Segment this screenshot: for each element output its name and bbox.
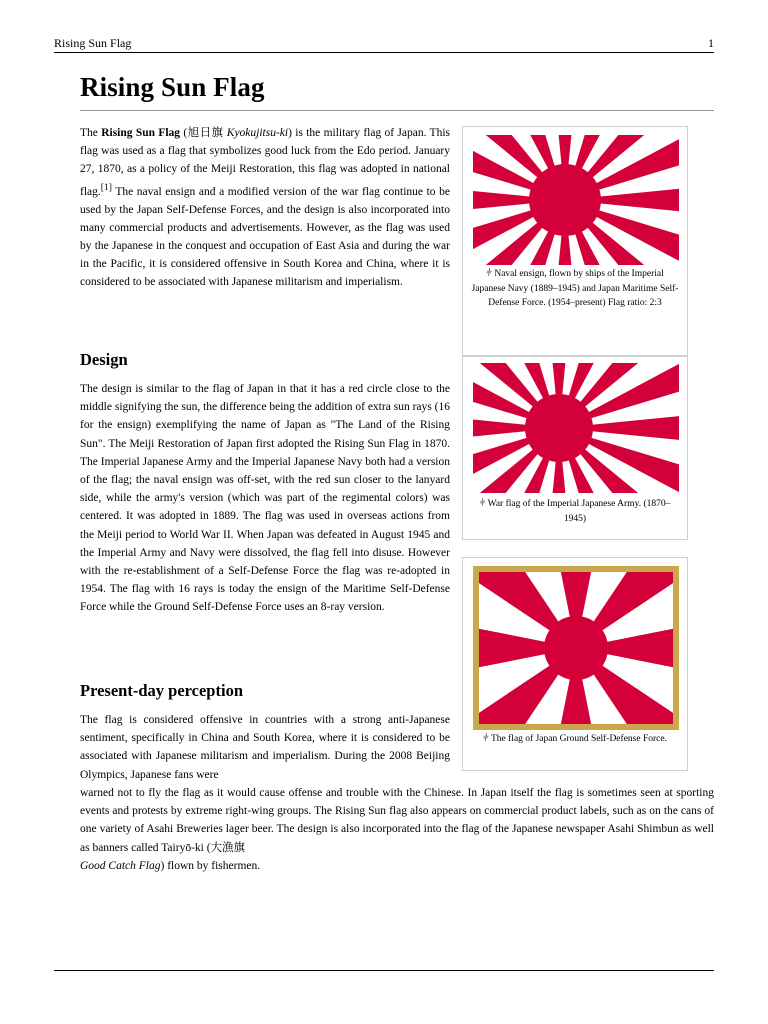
figure-naval-ensign (462, 126, 688, 356)
jgsdf-flag[interactable] (473, 566, 679, 730)
intro-paragraph: The Rising Sun Flag (旭日旗 Kyokujitsu-ki) is the military flag of Japan. This flag was used as a flag that symbolizes good luck from the Edo period. January 27, 1870, as a policy of the Meiji Restoration, this flag was adopted in national flag.[1] The naval ensign and a modified version of the war flag continue to be used by the Japan Self-Defense Forces, and the design is also incorporated into many commercial products and advertisements. However, as the flag was used by the Japanese in the conquest and occupation of East Asia and during the war in the Pacific, it is considered offensive in South Korea and China, where it is considered to be associated with Japanese militarism and imperialism. (80, 127, 451, 289)
page-title: Rising Sun Flag (80, 72, 265, 102)
perception-paragraph-narrow: The flag is considered offensive in countries with a strong anti-Japanese sentiment, specifically in China and South Korea, where it is considered to be associated with Japanese militarism and imperialism. During the 2008 Beijing Olympics, Japanese fans were (80, 714, 450, 781)
design-paragraph: The design is similar to the flag of Japan in that it has a red circle close to the middle signifying the sun, the difference being the addition of extra sun rays (16 for the ensign) exemplifying the name of Japan as "The Land of the Rising Sun". The Meiji Restoration of Japan first adopted the Rising Sun Flag in 1870. The Imperial Japanese Army and the Imperial Japanese Navy both had a version of the flag; the naval ensign was off-set, with the red sun closer to the lanyard side, while the army's version (which was part of the regimental colors) was centered. It was adopted in 1889. The flag was used in overseas actions from the Meiji period to World War II. When Japan was defeated in August 1945 and the Imperial Army and Navy were dissolved, the flag fell into disuse. However with the re-establishment of a Self-Defense Force the flag was re-adopted in 1954. The flag with 16 rays is today the ensign of the Maritime Self-Defense Force while the Ground Self-Defense Force uses an 8-ray version. (80, 383, 450, 614)
running-title: Rising Sun Flag (54, 36, 132, 50)
footer-rule (54, 970, 714, 971)
flag-icon: ⫩ (479, 498, 486, 509)
section-heading-design: Design (80, 350, 128, 369)
running-header (54, 36, 714, 53)
romaji-name: Kyokujitsu-ki (226, 127, 289, 139)
kanji-tairyoki: 大漁旗 (210, 841, 246, 854)
figure-caption: ⫩ The flag of Japan Ground Self-Defense Force. (483, 733, 667, 744)
good-catch-flag: Good Catch Flag (80, 859, 161, 872)
section-heading-perception: Present-day perception (80, 681, 243, 700)
page-number: 1 (708, 36, 714, 50)
figure-caption: ⫩ Naval ensign, flown by ships of the Imperial Japanese Navy (1889–1945) and Japan Maritime Self-Defense Force. (1954–present) Flag ratio: 2:3 (471, 268, 679, 308)
perception-paragraph-wide: warned not to fly the flag as it would cause offense and trouble with the Chinese. In Japan itself the flag is sometimes seen at sporting events and protests by extreme right-wing groups. The Rising Sun flag also appears on commercial product labels, such as on the cans of one variety of Asahi Breweries lager beer. The design is also incorporated into the flag of the Japanese newspaper Asahi Shimbun as well as banners called Tairyō-ki (大漁旗 Good Catch Flag) flown by fishermen. (80, 787, 714, 872)
reference-link[interactable]: [1] (100, 181, 112, 193)
flag-icon: ⫩ (486, 268, 492, 279)
kanji-name: 旭日旗 (187, 127, 224, 139)
naval-ensign-flag[interactable] (473, 135, 679, 265)
term-bold: Rising Sun Flag (101, 127, 181, 139)
figure-army-war-flag (462, 356, 688, 540)
army-war-flag[interactable] (473, 363, 679, 493)
title-divider (80, 110, 714, 111)
figure-jgsdf-flag (462, 557, 688, 771)
flag-icon: ⫩ (483, 733, 489, 744)
figure-caption: ⫩ War flag of the Imperial Japanese Army. (1870–1945) (479, 498, 671, 524)
